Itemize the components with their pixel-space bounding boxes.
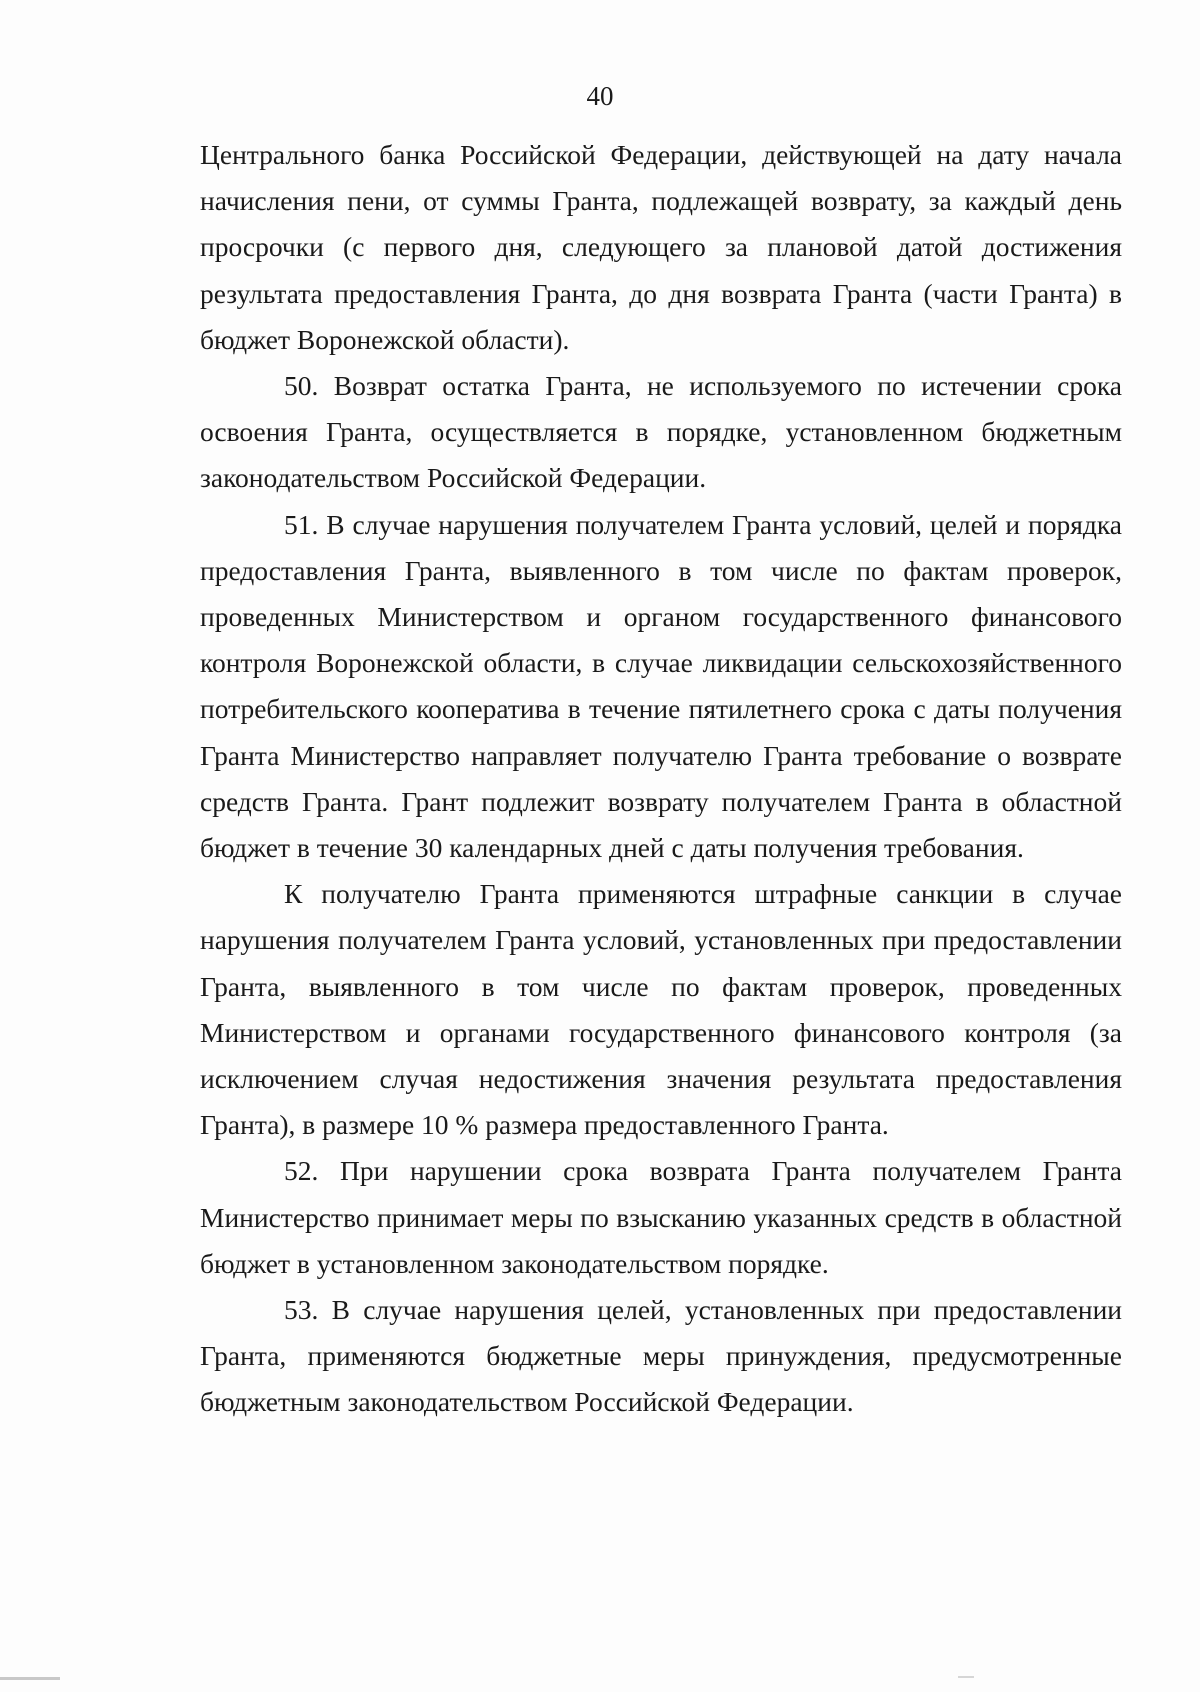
- paragraph-penalties: К получателю Гранта применяются штрафные санкции в случае нарушения получателем Гранта условий, установленных при предоставлении Гранта, выявленного в том числе по фактам проверок, проведенных Министерством и органами государственного финансового контроля (за исключением случая недостижения значения результата предоставления Гранта), в размере 10 % размера предоставленного Гранта.: [200, 878, 1122, 1141]
- scan-artifact-left: [0, 1677, 60, 1680]
- paragraph-53: 53. В случае нарушения целей, установленных при предоставлении Гранта, применяются бюджетные меры принуждения, предусмотренные бюджетным законодательством Российской Федерации.: [200, 1294, 1122, 1418]
- paragraph-50: 50. Возврат остатка Гранта, не используемого по истечении срока освоения Гранта, осуществляется в порядке, установленном бюджетным законодательством Российской Федерации.: [200, 370, 1122, 494]
- scan-artifact-right: [958, 1676, 974, 1678]
- paragraph-52: 52. При нарушении срока возврата Гранта получателем Гранта Министерство принимает меры по взысканию указанных средств в областной бюджет в установленном законодательством порядке.: [200, 1155, 1122, 1279]
- paragraph-continuation: Центрального банка Российской Федерации, действующей на дату начала начисления пени, от суммы Гранта, подлежащей возврату, за каждый день просрочки (с первого дня, следующего за плановой датой достижения результата предоставления Гранта, до дня возврата Гранта (части Гранта) в бюджет Воронежской области).: [200, 139, 1122, 355]
- paragraph-51: 51. В случае нарушения получателем Гранта условий, целей и порядка предоставления Гранта, выявленного в том числе по фактам проверок, проведенных Министерством и органом государственного финансового контроля Воронежской области, в случае ликвидации сельскохозяйственного потребительского кооператива в течение пятилетнего срока с даты получения Гранта Министерство направляет получателю Гранта требование о возврате средств Гранта. Грант подлежит возврату получателем Гранта в областной бюджет в течение 30 календарных дней с даты получения требования.: [200, 508, 1122, 864]
- document-body: [200, 132, 1122, 1426]
- page-number: 40: [586, 81, 614, 111]
